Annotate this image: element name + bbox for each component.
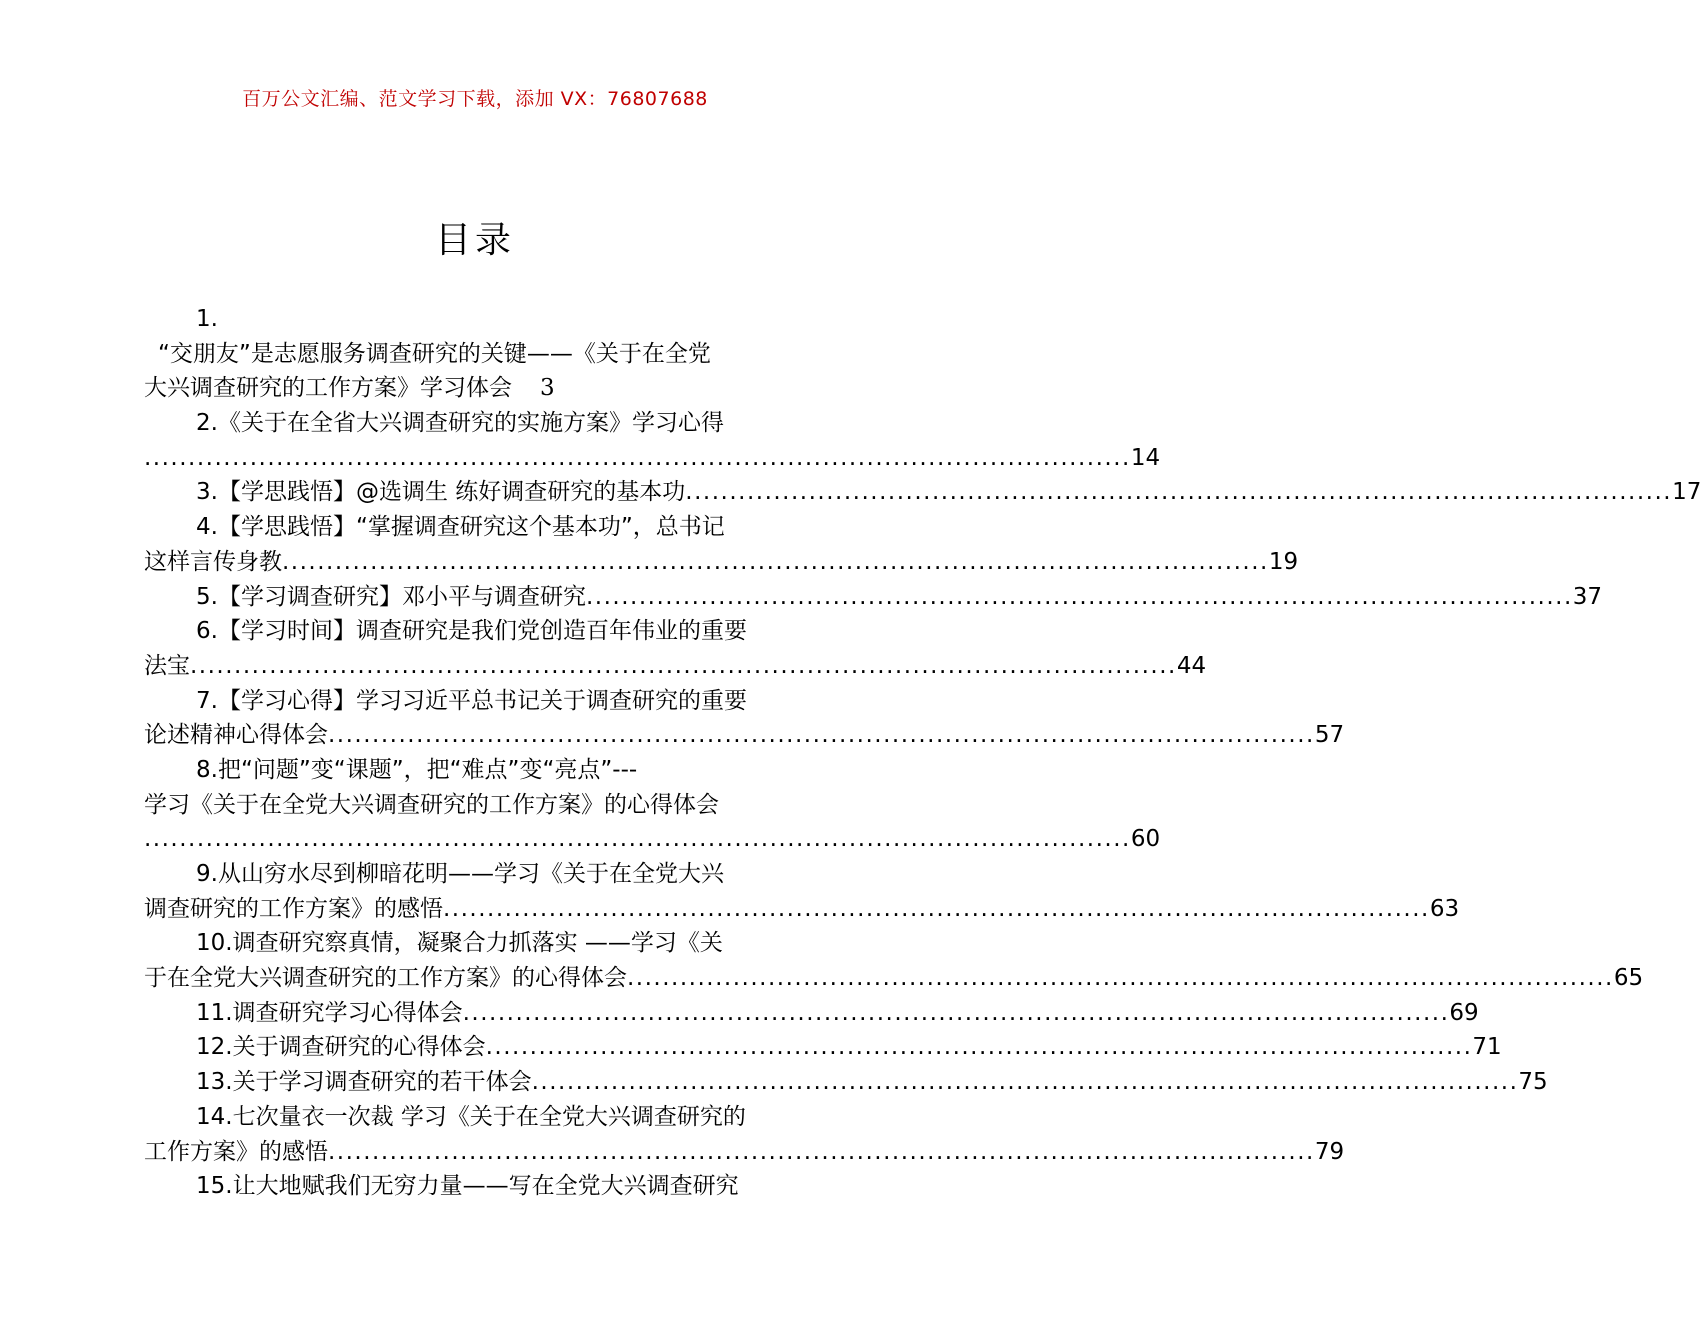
- toc-entry-text: 7.【学习心得】学习习近平总书记关于调查研究的重要: [196, 687, 747, 714]
- toc-entry-text: 法宝: [144, 652, 190, 679]
- toc-entry-text: 学习《关于在全党大兴调查研究的工作方案》的心得体会: [144, 791, 719, 818]
- toc-entry-text: 8.把“问题”变“课题”，把“难点”变“亮点”---: [196, 756, 638, 783]
- toc-entry-text: “交朋友”是志愿服务调查研究的关键——《关于在全党: [158, 340, 711, 367]
- toc-dot-leader: ................................................................................................................: [282, 548, 1269, 575]
- toc-page-number: 19: [1268, 548, 1299, 575]
- toc-page-number: 57: [1314, 722, 1345, 749]
- toc-page-number: 44: [1176, 652, 1207, 679]
- toc-entry-8[interactable]: [144, 753, 1161, 857]
- toc-dot-leader: ................................................................................................................: [443, 895, 1430, 922]
- toc-entry-11[interactable]: [144, 996, 1479, 1031]
- toc-page-number: 75: [1518, 1069, 1548, 1096]
- toc-entry-text: 调查研究的工作方案》的感悟: [144, 895, 443, 922]
- toc-page-number: 69: [1449, 999, 1479, 1026]
- toc-entry-text: 6.【学习时间】调查研究是我们党创造百年伟业的重要: [196, 618, 747, 645]
- toc-entry-text: 论述精神心得体会: [144, 722, 328, 749]
- toc-dot-leader: ................................................................................................................: [685, 479, 1673, 506]
- toc-entry-text: 10.调查研究察真情，凝聚合力抓落实 ——学习《关: [196, 930, 723, 957]
- toc-entry-5[interactable]: [144, 580, 1603, 615]
- toc-page-number: 14: [1130, 444, 1161, 471]
- toc-entry-15[interactable]: [144, 1169, 807, 1204]
- toc-entry-text: 1.: [196, 306, 218, 332]
- toc-dot-leader: ................................................................................................................: [585, 583, 1573, 610]
- toc-entry-3[interactable]: [144, 475, 1701, 510]
- header-banner: 百万公文汇编、范文学习下载，添加 VX：76807688: [242, 88, 708, 110]
- toc-entry-text: 15.让大地赋我们无穷力量——写在全党大兴调查研究: [196, 1173, 739, 1200]
- toc-entry-text: 这样言传身教: [144, 548, 282, 575]
- toc-dot-leader: ................................................................................................................: [485, 1034, 1473, 1061]
- toc-dot-leader: ................................................................................................................: [462, 999, 1450, 1026]
- page-title: 目录: [434, 220, 515, 261]
- toc-dot-leader: ................................................................................................................: [144, 826, 1131, 853]
- toc-entry-text: 9.从山穷水尽到柳暗花明——学习《关于在全党大兴: [196, 861, 724, 887]
- toc-entry-12[interactable]: [144, 1030, 1502, 1065]
- toc-page-number: 37: [1572, 583, 1603, 610]
- toc-entry-text: 3.【学思践悟】@选调生 练好调查研究的基本功: [196, 479, 686, 506]
- toc-entry-text: 大兴调查研究的工作方案》学习体会: [144, 375, 512, 402]
- toc-page-number: 63: [1429, 895, 1460, 922]
- toc-dot-leader: ................................................................................................................: [531, 1069, 1519, 1096]
- toc-entry-13[interactable]: [144, 1065, 1548, 1100]
- toc-entry-7[interactable]: [144, 684, 1345, 753]
- toc-entry-text: 11.调查研究学习心得体会: [196, 999, 463, 1026]
- toc-dot-leader: ................................................................................................................: [190, 652, 1177, 679]
- toc-entry-9[interactable]: [144, 857, 1460, 926]
- toc-entry-1[interactable]: [144, 302, 807, 406]
- toc-entry-text: 12.关于调查研究的心得体会: [196, 1034, 486, 1061]
- toc-dot-leader: ................................................................................................................: [328, 722, 1315, 749]
- toc-dot-leader: ................................................................................................................: [627, 965, 1614, 992]
- toc-dot-leader: ................................................................................................................: [144, 444, 1131, 471]
- toc-page-number: 3: [540, 375, 555, 402]
- toc-entry-text: 2.《关于在全省大兴调查研究的实施方案》学习心得: [196, 410, 724, 437]
- toc-entry-text: 于在全党大兴调查研究的工作方案》的心得体会: [144, 965, 627, 992]
- toc-page-number: 60: [1130, 826, 1161, 853]
- toc-entry-4[interactable]: [144, 510, 1299, 579]
- toc-entry-text: 5.【学习调查研究】邓小平与调查研究: [196, 583, 586, 610]
- toc-entry-text: 工作方案》的感悟: [144, 1138, 328, 1165]
- toc-dot-leader: ................................................................................................................: [328, 1138, 1315, 1165]
- table-of-contents: [144, 302, 1701, 1204]
- toc-entry-6[interactable]: [144, 614, 1207, 683]
- toc-page-number: 79: [1314, 1138, 1345, 1165]
- toc-page-number: 71: [1472, 1034, 1502, 1061]
- toc-page-number: 65: [1613, 965, 1644, 992]
- toc-entry-10[interactable]: [144, 926, 1644, 995]
- toc-entry-14[interactable]: [144, 1100, 1345, 1169]
- toc-page-number: 17: [1672, 479, 1701, 506]
- toc-entry-2[interactable]: [144, 406, 1161, 475]
- toc-entry-text: 13.关于学习调查研究的若干体会: [196, 1069, 532, 1096]
- toc-entry-text: 14.七次量衣一次裁 学习《关于在全党大兴调查研究的: [196, 1103, 746, 1130]
- toc-entry-text: 4.【学思践悟】“掌握调查研究这个基本功”，总书记: [196, 514, 725, 541]
